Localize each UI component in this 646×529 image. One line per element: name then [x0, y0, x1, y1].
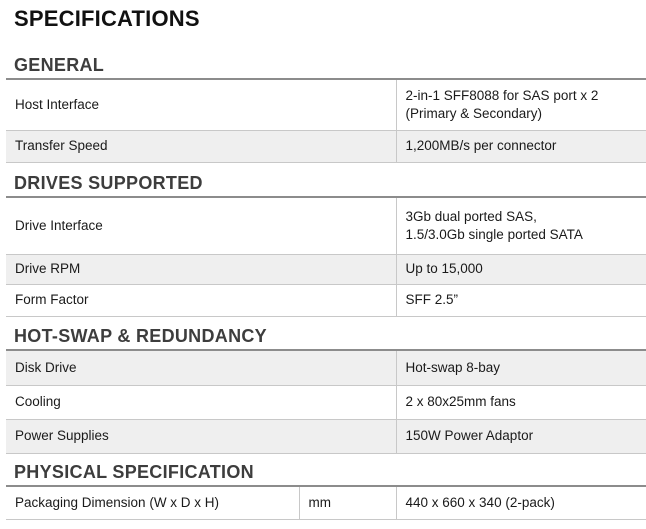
spec-value-line: (Primary & Secondary) — [405, 105, 543, 121]
table-row — [6, 80, 646, 130]
spec-label: Host Interface — [6, 80, 396, 130]
table-row — [6, 254, 646, 284]
section-title-drives-supported: DRIVES SUPPORTED — [14, 173, 203, 193]
spec-value: SFF 2.5” — [396, 284, 646, 316]
drives-spec-table — [6, 198, 646, 317]
spec-label: Power Supplies — [6, 419, 396, 453]
spec-label: Transfer Speed — [6, 130, 396, 162]
table-row — [6, 487, 646, 519]
spec-label: Drive Interface — [6, 198, 396, 254]
table-row — [6, 419, 646, 453]
spec-value-line: 3Gb dual ported SAS, — [405, 208, 537, 224]
spec-label: Drive RPM — [6, 254, 396, 284]
section-title-general: GENERAL — [14, 55, 105, 75]
section-title-physical: PHYSICAL SPECIFICATION — [14, 462, 254, 482]
table-row — [6, 284, 646, 316]
spec-value-line: 2-in-1 SFF8088 for SAS port x 2 — [405, 87, 599, 103]
table-row — [6, 198, 646, 254]
spec-value: 440 x 660 x 340 (2-pack) — [396, 487, 646, 519]
spec-label: Packaging Dimension (W x D x H) — [6, 487, 299, 519]
spec-value: Up to 15,000 — [396, 254, 646, 284]
spec-label: Form Factor — [6, 284, 396, 316]
hotswap-spec-table — [6, 351, 646, 454]
spec-value — [396, 198, 646, 254]
table-row — [6, 385, 646, 419]
table-row — [6, 130, 646, 162]
spec-unit: mm — [299, 487, 396, 519]
physical-spec-table — [6, 487, 646, 520]
spec-value — [396, 80, 646, 130]
spec-value: 2 x 80x25mm fans — [396, 385, 646, 419]
section-title-hot-swap: HOT-SWAP & REDUNDANCY — [14, 326, 267, 346]
spec-value: Hot-swap 8-bay — [396, 351, 646, 385]
spec-label: Disk Drive — [6, 351, 396, 385]
general-spec-table — [6, 80, 646, 163]
spec-label: Cooling — [6, 385, 396, 419]
table-row — [6, 351, 646, 385]
page-title: SPECIFICATIONS — [14, 6, 200, 31]
spec-value-line: 1.5/3.0Gb single ported SATA — [405, 226, 583, 242]
spec-value: 150W Power Adaptor — [396, 419, 646, 453]
spec-value: 1,200MB/s per connector — [396, 130, 646, 162]
